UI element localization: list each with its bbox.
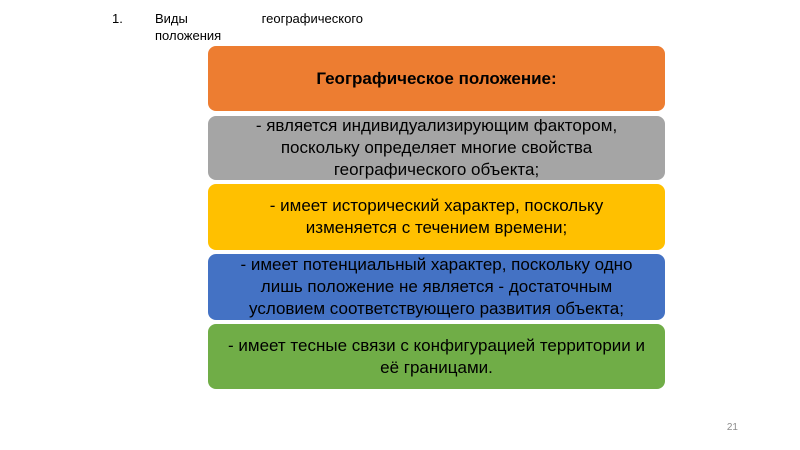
item-box-configuration bbox=[208, 324, 665, 389]
title-box bbox=[208, 46, 665, 111]
heading-word-geographic: географического bbox=[261, 11, 363, 26]
item-box-historical-text: - имеет исторический характер, поскольку изменяется с течением времени; bbox=[269, 196, 604, 237]
heading-word-types: Виды bbox=[155, 11, 188, 26]
heading-number: 1. bbox=[112, 11, 123, 26]
title-box-text: Географическое положение: bbox=[316, 68, 557, 88]
page-number: 21 bbox=[726, 422, 738, 433]
item-box-historical bbox=[208, 184, 665, 250]
item-box-potential bbox=[208, 254, 665, 320]
item-box-individualizing bbox=[208, 116, 665, 180]
heading-line-1 bbox=[155, 10, 363, 27]
heading-word-position: положения bbox=[155, 28, 222, 43]
item-box-configuration-text: - имеет тесные связи с конфигурацией территории и её границами. bbox=[228, 335, 645, 377]
item-box-individualizing-text: - является индивидуализирующим фактором, поскольку определяет многие свойства географического объекта; bbox=[255, 116, 618, 179]
item-box-potential-text: - имеет потенциальный характер, поскольку одно лишь положение не является - достаточным условием соответствующего развития объекта; bbox=[240, 255, 633, 318]
